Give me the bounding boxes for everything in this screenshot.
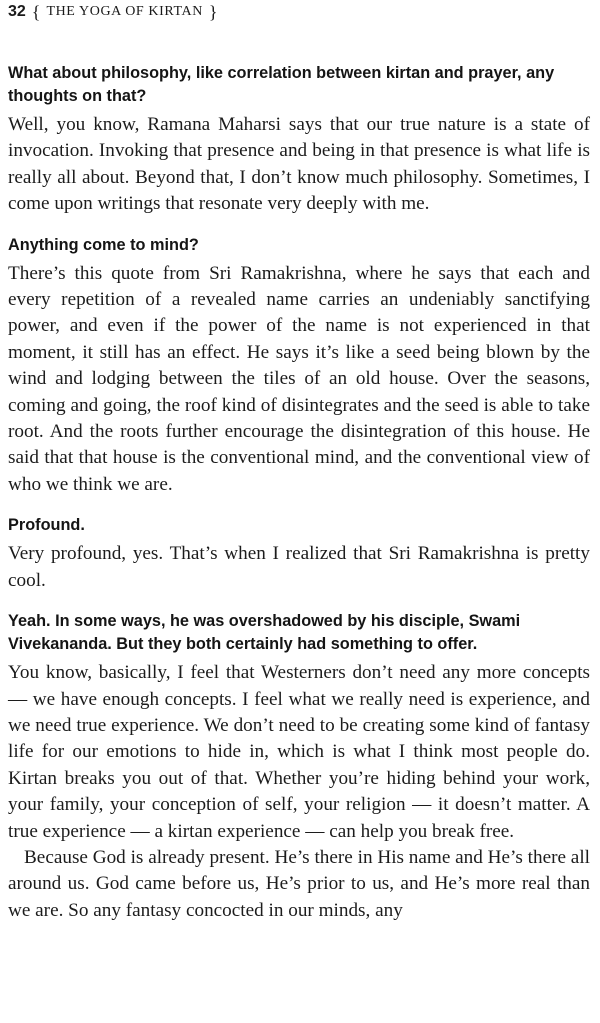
header-close-bracket: } <box>208 2 218 22</box>
page-number: 32 <box>8 3 26 20</box>
answer-text-continued: Because God is already present. He’s there in His name and He’s there all around us. God came before us, He’s prior to us, and He’s more real than we are. So any fantasy concocted in our minds, any <box>8 846 590 921</box>
answer-text: Well, you know, Ramana Maharsi says that our true nature is a state of invocation. Invoking that presence and being in that presence is what life is really all about. Beyond that, I don’t know much philosophy. Sometimes, I come upon writings that resonate very deeply with me. <box>8 114 590 215</box>
answer-text: You know, basically, I feel that Westerners don’t need any more concepts — we have enough concepts. I feel what we really need is experience, and we need true experience. We don’t need to be creating some kind of fantasy life for our emotions to hide in, which is what I think most people do. Kirtan breaks you out of that. Whether you’re hiding behind your work, your family, your conception of self, your religion — it doesn’t matter. A true experience — a kirtan experience — can help you break free. <box>8 662 590 842</box>
header-open-bracket: { <box>31 2 41 22</box>
question-text: Yeah. In some ways, he was overshadowed by his disciple, Swami Vivekananda. But they both certainly had something to offer. <box>8 612 521 654</box>
question-text: What about philosophy, like correlation between kirtan and prayer, any thoughts on that? <box>8 64 555 105</box>
running-head <box>8 0 590 24</box>
question-text: Anything come to mind? <box>8 235 199 254</box>
answer-text: Very profound, yes. That’s when I realized that Sri Ramakrishna is pretty cool. <box>8 543 590 591</box>
question-text: Profound. <box>8 516 85 535</box>
running-head-title: THE YOGA OF KIRTAN <box>46 4 203 19</box>
answer-text: There’s this quote from Sri Ramakrishna, where he says that each and every repetition of a revealed name carries an undeniably sanctifying power, and even if the power of the name is not experienced in that moment, it still has an effect. He says it’s like a seed being blown by the wind and lodging between the tiles of an old house. Over the seasons, coming and going, the roof kind of disintegrates and the seed is able to take root. And the roots further encourage the disintegration of this house. He said that that house is the conventional mind, and the conventional view of who we think we are. <box>8 262 590 495</box>
